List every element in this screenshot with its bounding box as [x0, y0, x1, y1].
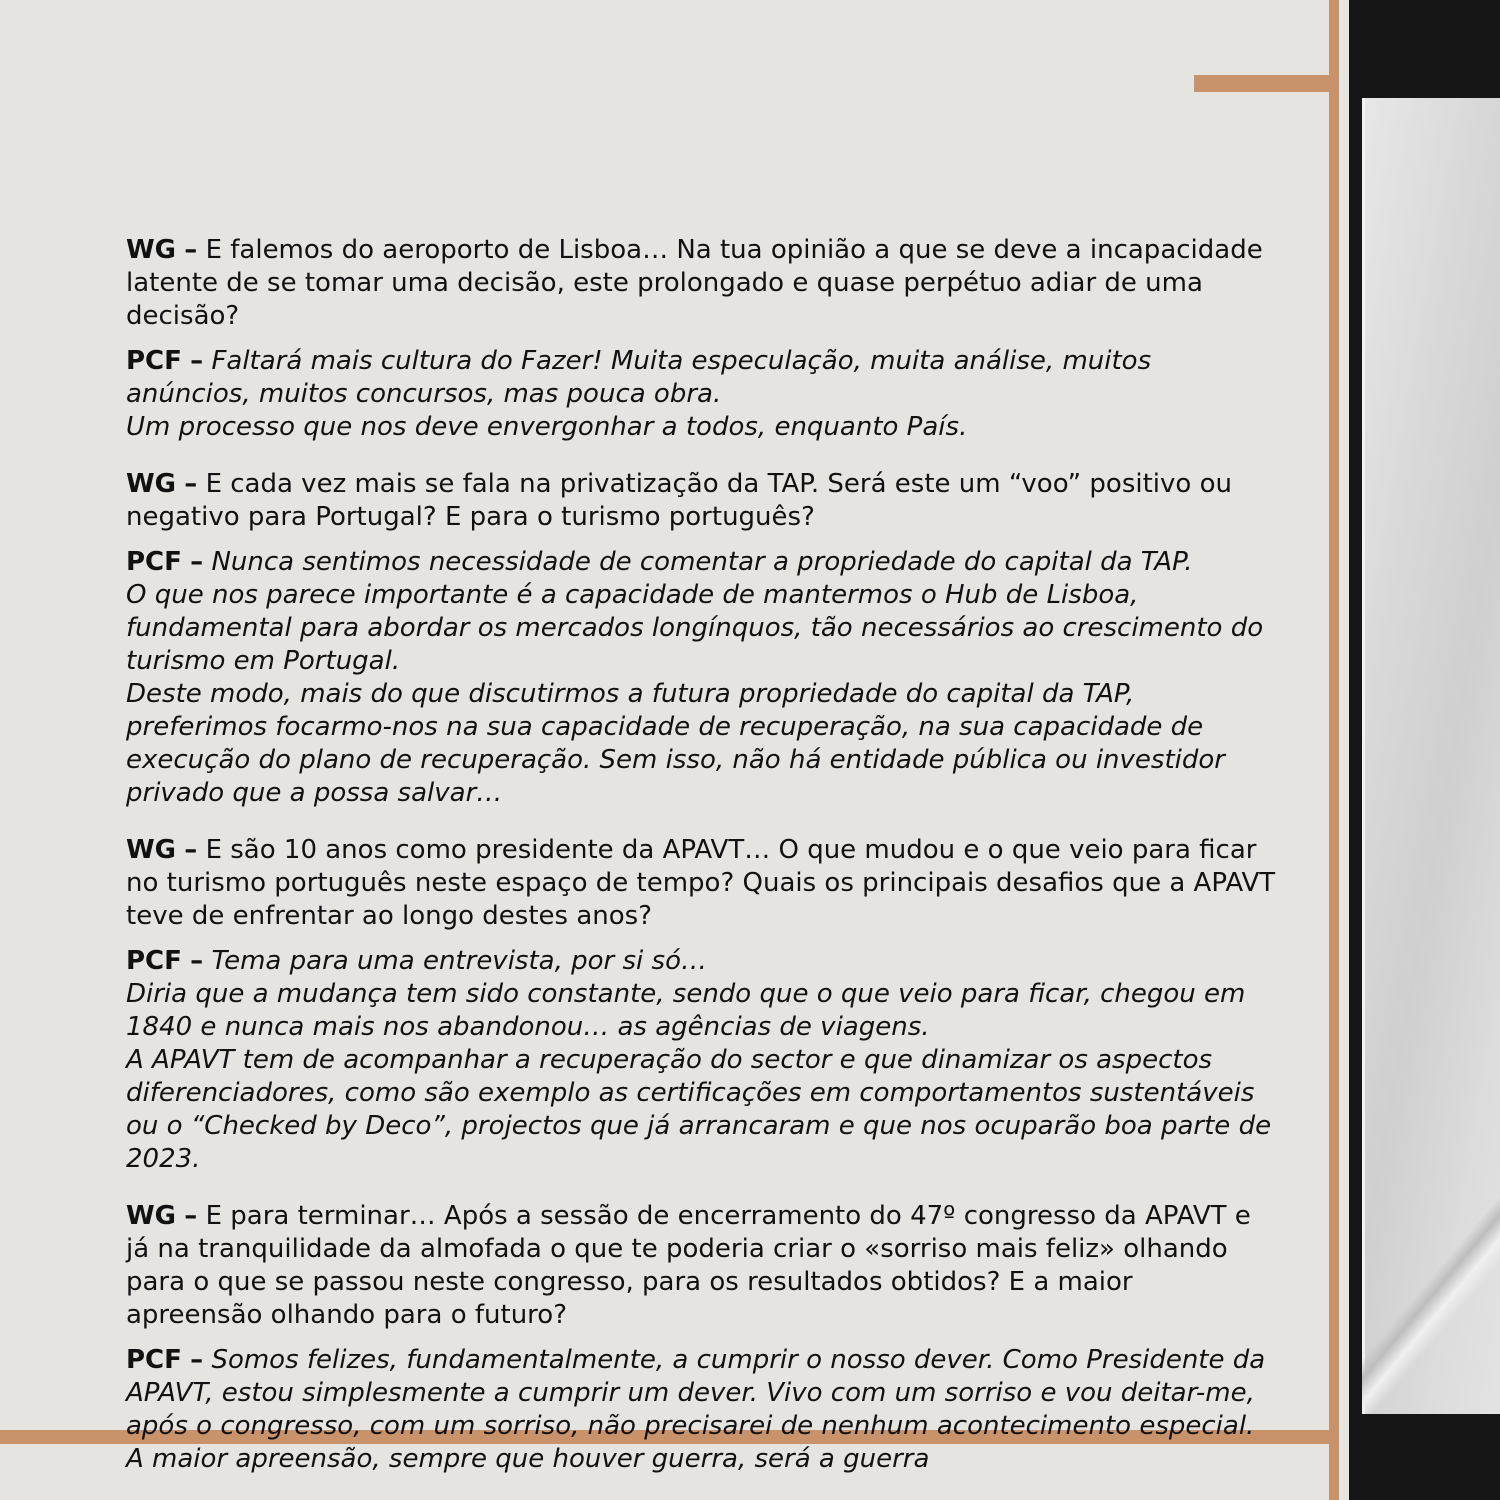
question-2: [126, 468, 1276, 534]
answer-line: Diria que a mudança tem sido constante, sendo que o que veio para ficar, chegou em 1840 e nunca mais nos abandonou… as agências de viagens.: [126, 979, 1246, 1042]
speaker-dash: –: [190, 547, 204, 577]
decorative-vertical-bar: [1329, 0, 1339, 1500]
question-speaker: WG: [126, 835, 177, 865]
answer-1: [126, 345, 1276, 444]
answer-3: [126, 945, 1276, 1176]
speaker-dash: –: [184, 469, 198, 499]
answer-line: A APAVT tem de acompanhar a recuperação do sector e que dinamizar os aspectos diferenciadores, como são exemplo as certificações em comportamentos sustentáveis ou o “Checked by Deco”, projectos que já arrancaram e que nos ocuparão boa parte de 2023.: [126, 1045, 1272, 1174]
answer-2: [126, 546, 1276, 810]
answer-speaker: PCF: [126, 946, 182, 976]
question-text: E para terminar… Após a sessão de encerramento do 47º congresso da APAVT e já na tranquilidade da almofada o que te poderia criar o «sorriso mais feliz» olhando para o que se passou neste congresso, para os resultados obtidos? E a maior apreensão olhando para o futuro?: [126, 1201, 1251, 1330]
answer-speaker: PCF: [126, 346, 182, 376]
answer-line: Um processo que nos deve envergonhar a todos, enquanto País.: [126, 412, 968, 442]
answer-4: [126, 1344, 1276, 1476]
question-1: [126, 234, 1276, 333]
question-speaker: WG: [126, 1201, 177, 1231]
decorative-top-bar: [1194, 75, 1334, 92]
question-4: [126, 1200, 1276, 1332]
speaker-dash: –: [184, 835, 198, 865]
answer-line: O que nos parece importante é a capacidade de mantermos o Hub de Lisboa, fundamental para abordar os mercados longínquos, tão necessários ao crescimento do turismo em Portugal.: [126, 580, 1264, 676]
speaker-dash: –: [190, 946, 204, 976]
answer-line: Nunca sentimos necessidade de comentar a propriedade do capital da TAP.: [211, 547, 1193, 577]
speaker-dash: –: [184, 1201, 198, 1231]
question-text: E cada vez mais se fala na privatização da TAP. Será este um “voo” positivo ou negativo para Portugal? E para o turismo português?: [126, 469, 1232, 532]
question-text: E falemos do aeroporto de Lisboa… Na tua opinião a que se deve a incapacidade latente de se tomar uma decisão, este prolongado e quase perpétuo adiar de uma decisão?: [126, 235, 1263, 331]
answer-speaker: PCF: [126, 1345, 182, 1375]
speaker-dash: –: [190, 1345, 204, 1375]
answer-line: Tema para uma entrevista, por si só…: [211, 946, 707, 976]
question-text: E são 10 anos como presidente da APAVT… O que mudou e o que veio para ficar no turismo português neste espaço de tempo? Quais os principais desafios que a APAVT teve de enfrentar ao longo destes anos?: [126, 835, 1276, 931]
answer-line: Somos felizes, fundamentalmente, a cumprir o nosso dever. Como Presidente da APAVT, estou simplesmente a cumprir um dever. Vivo com um sorriso e vou deitar-me, após o congresso, com um sorriso, não precisarei de nenhum acontecimento especial.: [126, 1345, 1266, 1441]
question-speaker: WG: [126, 235, 177, 265]
interview-text: [126, 234, 1276, 1500]
answer-line: A maior apreensão, sempre que houver guerra, será a guerra: [126, 1444, 930, 1474]
speaker-dash: –: [190, 346, 204, 376]
photo-crease-shading: [1362, 1180, 1500, 1414]
answer-line: Deste modo, mais do que discutirmos a futura propriedade do capital da TAP, preferimos focarmo-nos na sua capacidade de recuperação, na sua capacidade de execução do plano de recuperação. Sem isso, não há entidade pública ou investidor privado que a possa salvar…: [126, 679, 1225, 808]
answer-speaker: PCF: [126, 547, 182, 577]
answer-line: Faltará mais cultura do Fazer! Muita especulação, muita análise, muitos anúncios, muitos concursos, mas pouca obra.: [126, 346, 1152, 409]
speaker-dash: –: [184, 235, 198, 265]
question-3: [126, 834, 1276, 933]
question-speaker: WG: [126, 469, 177, 499]
